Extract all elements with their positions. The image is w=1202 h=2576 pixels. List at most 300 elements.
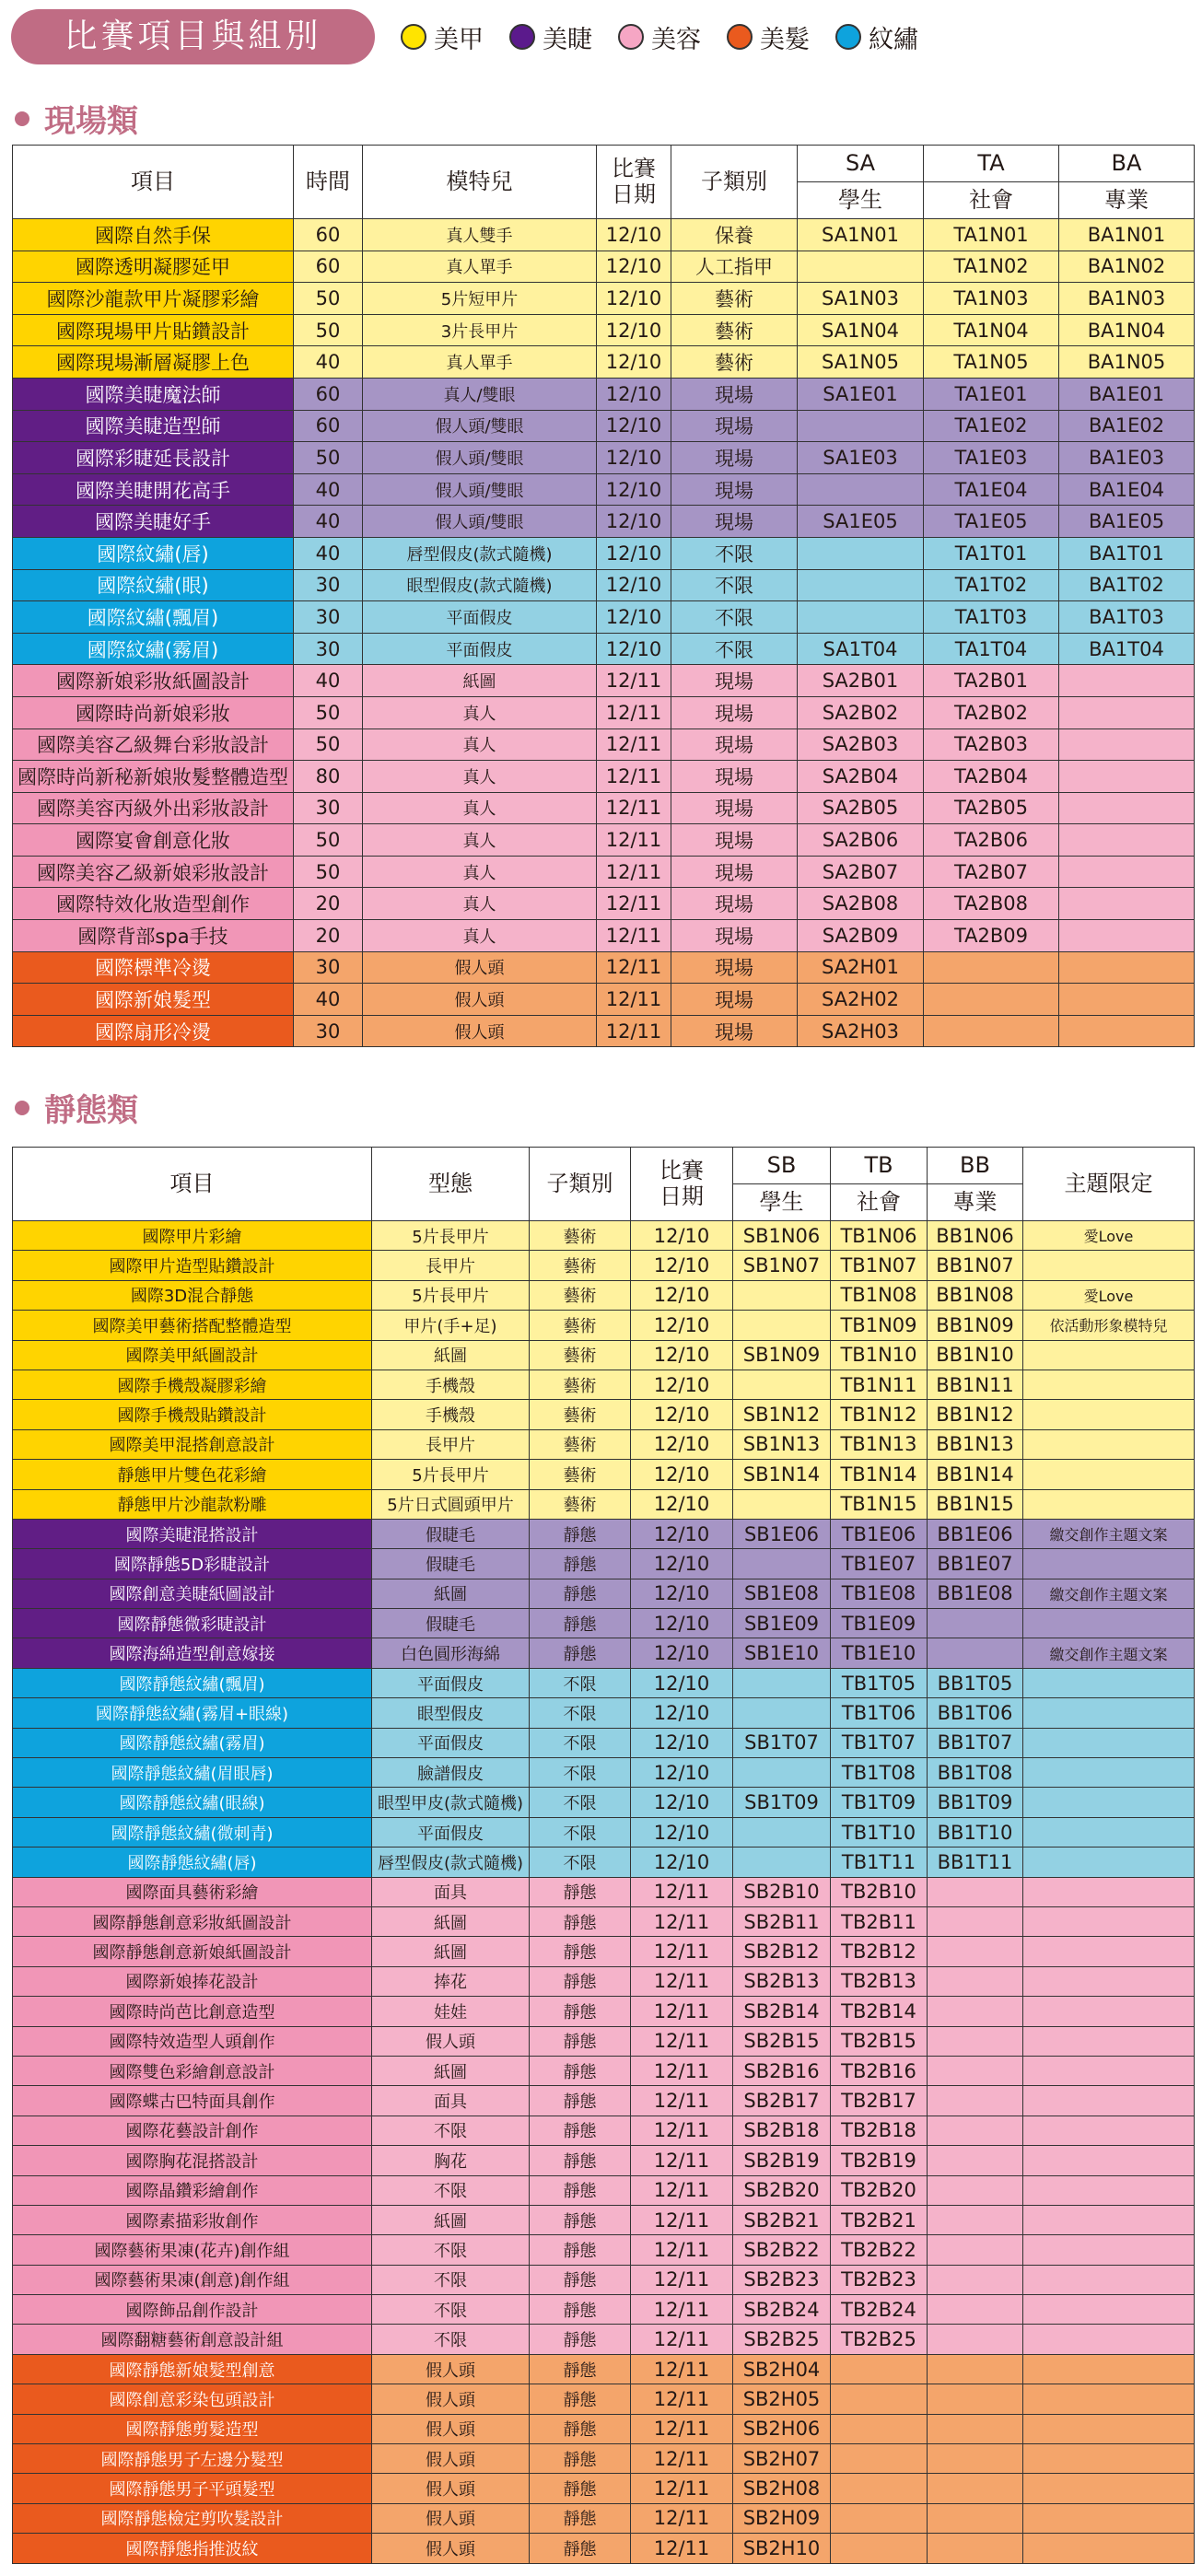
cell-date: 12/11: [631, 1877, 733, 1906]
cell-item: 國際現場漸層凝膠上色: [13, 346, 294, 379]
cell-date: 12/11: [631, 2354, 733, 2384]
cell-subcategory: 靜態: [530, 1519, 631, 1548]
cell-item: 國際紋繡(飄眉): [13, 601, 294, 634]
cell-theme: 依活動形象模特兒: [1023, 1311, 1195, 1340]
cell-date: 12/11: [597, 1015, 671, 1047]
cell-type: 平面假皮: [372, 1817, 530, 1847]
cell-student-code: SB1N09: [733, 1340, 831, 1370]
cell-date: 12/11: [631, 2534, 733, 2563]
cell-student-code: [733, 1549, 831, 1579]
cell-type: 假人頭: [372, 2026, 530, 2056]
cell-item: 國際美睫魔法師: [13, 378, 294, 410]
cell-type: 5片日式圓頭甲片: [372, 1489, 530, 1519]
cell-time: 60: [294, 219, 363, 251]
cell-subcategory: 靜態: [530, 1997, 631, 2026]
table-row: [13, 537, 1195, 569]
cell-student-code: SB1T09: [733, 1788, 831, 1817]
cell-public-code: TB2B14: [831, 1997, 928, 2026]
cell-subcategory: 現場: [671, 506, 798, 538]
cell-date: 12/11: [631, 2026, 733, 2056]
cell-item: 國際靜態紋繡(霧眉+眼線): [13, 1698, 372, 1728]
legend-label: 美睫: [543, 25, 592, 54]
cell-item: 國際背部spa手技: [13, 920, 294, 952]
table-row: [13, 506, 1195, 538]
cell-item: 國際靜態剪髮造型: [13, 2414, 372, 2443]
cell-subcategory: 不限: [530, 1788, 631, 1817]
cell-professional-code: [1059, 856, 1195, 888]
cell-type: 捧花: [372, 1966, 530, 1996]
table-row: [13, 314, 1195, 346]
table-row: [13, 2474, 1195, 2503]
table-row: [13, 920, 1195, 952]
cell-date: 12/11: [631, 1966, 733, 1996]
col-header-item: 項目: [13, 146, 294, 219]
cell-date: 12/11: [597, 856, 671, 888]
cell-item: 國際美睫開花高手: [13, 473, 294, 506]
cell-time: 40: [294, 537, 363, 569]
cell-subcategory: 靜態: [530, 2474, 631, 2503]
cell-model: 5片短甲片: [363, 283, 597, 315]
col-header-ba: BA: [1059, 146, 1195, 182]
cell-public-code: TB1E09: [831, 1609, 928, 1638]
cell-public-code: TA2B08: [924, 888, 1059, 920]
cell-subcategory: 不限: [671, 537, 798, 569]
cell-time: 30: [294, 1015, 363, 1047]
cell-date: 12/10: [631, 1788, 733, 1817]
cell-item: 國際靜態指推波紋: [13, 2534, 372, 2563]
cell-subcategory: 藝術: [530, 1251, 631, 1280]
cell-public-code: [924, 951, 1059, 984]
cell-subcategory: 不限: [530, 1817, 631, 1847]
cell-student-code: SB2H05: [733, 2384, 831, 2414]
cell-student-code: [733, 1758, 831, 1788]
cell-theme: [1023, 1906, 1195, 1936]
table-row: [13, 1015, 1195, 1047]
cell-theme: [1023, 1489, 1195, 1519]
cell-model: 真人/雙眼: [363, 378, 597, 410]
bullet-icon: [15, 1101, 29, 1115]
cell-type: 假人頭: [372, 2414, 530, 2443]
cell-time: 40: [294, 506, 363, 538]
cell-theme: [1023, 1788, 1195, 1817]
cell-model: 真人: [363, 856, 597, 888]
cell-public-code: TA1N05: [924, 346, 1059, 379]
table-row: [13, 2354, 1195, 2384]
cell-subcategory: 靜態: [530, 1609, 631, 1638]
cell-time: 50: [294, 856, 363, 888]
cell-date: 12/11: [631, 1906, 733, 1936]
cell-professional-code: [928, 2146, 1023, 2175]
cell-theme: [1023, 2056, 1195, 2085]
col-header-public: 社會: [831, 1184, 928, 1221]
cell-subcategory: 靜態: [530, 1638, 631, 1668]
cell-theme: [1023, 2474, 1195, 2503]
cell-item: 國際素描彩妝創作: [13, 2205, 372, 2234]
cell-professional-code: [1059, 696, 1195, 729]
cell-subcategory: 靜態: [530, 2146, 631, 2175]
cell-professional-code: BB1N13: [928, 1429, 1023, 1459]
col-header-ta: TA: [924, 146, 1059, 182]
cell-item: 國際靜態微彩睫設計: [13, 1609, 372, 1638]
cell-professional-code: [1059, 792, 1195, 824]
cell-item: 國際靜態男子左邊分髮型: [13, 2444, 372, 2474]
table-row: [13, 2503, 1195, 2533]
cell-item: 國際手機殼貼鑽設計: [13, 1400, 372, 1429]
cell-item: 國際藝術果凍(花卉)創作組: [13, 2235, 372, 2265]
cell-public-code: TA2B03: [924, 729, 1059, 761]
cell-student-code: SB1E10: [733, 1638, 831, 1668]
table-row: [13, 2295, 1195, 2325]
cell-professional-code: [928, 1609, 1023, 1638]
cell-student-code: SB2B23: [733, 2265, 831, 2294]
cell-professional-code: BB1T08: [928, 1758, 1023, 1788]
table-row: [13, 1906, 1195, 1936]
cell-public-code: TB1T08: [831, 1758, 928, 1788]
cell-student-code: [733, 1311, 831, 1340]
cell-subcategory: 現場: [671, 473, 798, 506]
table-row: [13, 283, 1195, 315]
cell-public-code: TA1E01: [924, 378, 1059, 410]
cell-professional-code: BA1E01: [1059, 378, 1195, 410]
cell-subcategory: 現場: [671, 761, 798, 793]
cell-professional-code: BB1T06: [928, 1698, 1023, 1728]
cell-date: 12/10: [597, 314, 671, 346]
cell-professional-code: [928, 2295, 1023, 2325]
cell-theme: [1023, 1817, 1195, 1847]
cell-date: 12/10: [631, 1638, 733, 1668]
cell-item: 國際紋繡(眼): [13, 569, 294, 601]
cell-public-code: TB1N07: [831, 1251, 928, 1280]
cell-type: 紙圖: [372, 1906, 530, 1936]
cell-type: 眼型甲皮(款式隨機): [372, 1788, 530, 1817]
table-row: [13, 1788, 1195, 1817]
table-row: [13, 1758, 1195, 1788]
table-row: [13, 1221, 1195, 1251]
cell-date: 12/10: [597, 410, 671, 442]
cell-subcategory: 靜態: [530, 2026, 631, 2056]
cell-professional-code: [1059, 729, 1195, 761]
cell-student-code: SB1N07: [733, 1251, 831, 1280]
legend-dot-icon: [618, 24, 644, 50]
cell-date: 12/10: [597, 219, 671, 251]
cell-theme: [1023, 1698, 1195, 1728]
onsite-table: [12, 145, 1195, 1047]
cell-type: 手機殼: [372, 1370, 530, 1399]
cell-theme: [1023, 1609, 1195, 1638]
cell-public-code: TB2B17: [831, 2086, 928, 2116]
cell-item: 國際特效化妝造型創作: [13, 888, 294, 920]
cell-item: 國際靜態紋繡(眉眼唇): [13, 1758, 372, 1788]
cell-model: 唇型假皮(款式隨機): [363, 537, 597, 569]
col-header-student: 學生: [733, 1184, 831, 1221]
cell-professional-code: BB1N11: [928, 1370, 1023, 1399]
cell-subcategory: 靜態: [530, 2354, 631, 2384]
cell-subcategory: 現場: [671, 696, 798, 729]
table-row: [13, 696, 1195, 729]
cell-student-code: SB2H09: [733, 2503, 831, 2533]
cell-item: 國際靜態紋繡(眼線): [13, 1788, 372, 1817]
cell-student-code: SB1N14: [733, 1460, 831, 1489]
cell-public-code: [831, 2534, 928, 2563]
cell-subcategory: 現場: [671, 442, 798, 474]
table-row: [13, 2534, 1195, 2563]
cell-subcategory: 靜態: [530, 2295, 631, 2325]
cell-public-code: TB1N06: [831, 1221, 928, 1251]
cell-model: 真人單手: [363, 251, 597, 283]
legend-label: 紋繡: [869, 25, 918, 54]
cell-subcategory: 現場: [671, 410, 798, 442]
cell-public-code: TB2B15: [831, 2026, 928, 2056]
cell-theme: [1023, 1400, 1195, 1429]
cell-student-code: [798, 410, 924, 442]
cell-date: 12/10: [597, 569, 671, 601]
cell-public-code: TA1T03: [924, 601, 1059, 634]
cell-date: 12/11: [631, 2205, 733, 2234]
cell-item: 國際透明凝膠延甲: [13, 251, 294, 283]
table-row: [13, 1728, 1195, 1757]
cell-date: 12/10: [631, 1429, 733, 1459]
cell-professional-code: BA1N01: [1059, 219, 1195, 251]
cell-student-code: SB2H08: [733, 2474, 831, 2503]
cell-date: 12/10: [597, 537, 671, 569]
cell-theme: [1023, 2503, 1195, 2533]
cell-item: 國際新娘髮型: [13, 984, 294, 1016]
cell-subcategory: 不限: [671, 633, 798, 665]
cell-subcategory: 靜態: [530, 2116, 631, 2145]
cell-professional-code: [928, 1966, 1023, 1996]
table-row: [13, 2265, 1195, 2294]
cell-time: 60: [294, 378, 363, 410]
table-row: [13, 1311, 1195, 1340]
cell-date: 12/10: [631, 1728, 733, 1757]
cell-time: 30: [294, 569, 363, 601]
table-row: [13, 1251, 1195, 1280]
cell-professional-code: BA1E03: [1059, 442, 1195, 474]
cell-type: 假睫毛: [372, 1549, 530, 1579]
cell-type: 面具: [372, 2086, 530, 2116]
cell-item: 國際沙龍款甲片凝膠彩繪: [13, 283, 294, 315]
cell-public-code: TA2B06: [924, 824, 1059, 857]
cell-student-code: SA2H02: [798, 984, 924, 1016]
cell-type: 不限: [372, 2325, 530, 2354]
cell-date: 12/11: [597, 951, 671, 984]
cell-professional-code: [928, 1906, 1023, 1936]
cell-item: 國際靜態5D彩睫設計: [13, 1549, 372, 1579]
cell-model: 假人頭: [363, 951, 597, 984]
cell-professional-code: BA1N02: [1059, 251, 1195, 283]
legend-item-nail: [401, 19, 484, 55]
cell-professional-code: BB1N09: [928, 1311, 1023, 1340]
cell-public-code: TB2B13: [831, 1966, 928, 1996]
cell-subcategory: 靜態: [530, 2175, 631, 2205]
cell-subcategory: 靜態: [530, 2444, 631, 2474]
cell-professional-code: [1059, 1015, 1195, 1047]
cell-public-code: TB2B11: [831, 1906, 928, 1936]
cell-date: 12/10: [631, 1311, 733, 1340]
cell-subcategory: 藝術: [530, 1400, 631, 1429]
cell-date: 12/10: [631, 1609, 733, 1638]
cell-item: 國際美甲混搭創意設計: [13, 1429, 372, 1459]
cell-time: 50: [294, 729, 363, 761]
cell-student-code: SB2B17: [733, 2086, 831, 2116]
cell-student-code: SB2B14: [733, 1997, 831, 2026]
cell-date: 12/10: [597, 442, 671, 474]
cell-student-code: [798, 601, 924, 634]
cell-subcategory: 不限: [530, 1758, 631, 1788]
cell-professional-code: [928, 1877, 1023, 1906]
table-row: [13, 1877, 1195, 1906]
col-header-professional: 專業: [928, 1184, 1023, 1221]
cell-time: 20: [294, 920, 363, 952]
table-row: [13, 251, 1195, 283]
cell-model: 假人頭: [363, 984, 597, 1016]
cell-item: 國際飾品創作設計: [13, 2295, 372, 2325]
cell-item: 國際宴會創意化妝: [13, 824, 294, 857]
cell-professional-code: [928, 2354, 1023, 2384]
cell-theme: [1023, 2295, 1195, 2325]
cell-public-code: TB2B12: [831, 1937, 928, 1966]
cell-theme: [1023, 2205, 1195, 2234]
cell-subcategory: 靜態: [530, 2414, 631, 2443]
table-row: [13, 378, 1195, 410]
table-row: [13, 2116, 1195, 2145]
legend-item-hair: [727, 19, 810, 55]
cell-item: 國際美甲紙圖設計: [13, 1340, 372, 1370]
col-header-theme: 主題限定: [1023, 1148, 1195, 1221]
table-row: [13, 473, 1195, 506]
cell-date: 12/11: [631, 2325, 733, 2354]
cell-public-code: TB2B23: [831, 2265, 928, 2294]
cell-student-code: SB2B15: [733, 2026, 831, 2056]
cell-date: 12/10: [597, 346, 671, 379]
cell-model: 真人單手: [363, 346, 597, 379]
cell-item: 國際靜態男子平頭髮型: [13, 2474, 372, 2503]
col-header-sb: SB: [733, 1148, 831, 1184]
cell-type: 手機殼: [372, 1400, 530, 1429]
cell-model: 平面假皮: [363, 601, 597, 634]
cell-model: 真人雙手: [363, 219, 597, 251]
cell-professional-code: [928, 2235, 1023, 2265]
cell-public-code: TB1N10: [831, 1340, 928, 1370]
cell-professional-code: BA1T03: [1059, 601, 1195, 634]
cell-subcategory: 靜態: [530, 1549, 631, 1579]
cell-student-code: [733, 1668, 831, 1697]
cell-theme: [1023, 1549, 1195, 1579]
cell-public-code: TB2B24: [831, 2295, 928, 2325]
cell-type: 假睫毛: [372, 1519, 530, 1548]
cell-date: 12/10: [597, 378, 671, 410]
col-header-student: 學生: [798, 182, 924, 219]
cell-professional-code: BB1T07: [928, 1728, 1023, 1757]
cell-public-code: TB1E08: [831, 1579, 928, 1608]
cell-student-code: SB2B21: [733, 2205, 831, 2234]
col-header-tb: TB: [831, 1148, 928, 1184]
cell-student-code: SB1N12: [733, 1400, 831, 1429]
cell-item: 國際花藝設計創作: [13, 2116, 372, 2145]
cell-type: 假人頭: [372, 2534, 530, 2563]
cell-item: 國際藝術果凍(創意)創作組: [13, 2265, 372, 2294]
cell-public-code: TB1T11: [831, 1847, 928, 1877]
cell-item: 國際甲片彩繪: [13, 1221, 372, 1251]
cell-student-code: SB1N13: [733, 1429, 831, 1459]
cell-type: 5片長甲片: [372, 1221, 530, 1251]
static-table: [12, 1147, 1195, 2564]
cell-subcategory: 靜態: [530, 1906, 631, 1936]
cell-student-code: SB2B11: [733, 1906, 831, 1936]
cell-student-code: SA2B03: [798, 729, 924, 761]
cell-public-code: [831, 2354, 928, 2384]
cell-professional-code: [928, 2056, 1023, 2085]
cell-subcategory: 靜態: [530, 2265, 631, 2294]
cell-time: 60: [294, 251, 363, 283]
cell-public-code: TB1E06: [831, 1519, 928, 1548]
table-row: [13, 633, 1195, 665]
cell-professional-code: BA1E02: [1059, 410, 1195, 442]
table-row: [13, 2146, 1195, 2175]
cell-item: 國際海綿造型創意嫁接: [13, 1638, 372, 1668]
table-row: [13, 1549, 1195, 1579]
cell-public-code: TB2B18: [831, 2116, 928, 2145]
cell-model: 真人: [363, 729, 597, 761]
cell-public-code: [924, 984, 1059, 1016]
cell-item: 國際靜態創意新娘紙圖設計: [13, 1937, 372, 1966]
table-row: [13, 1638, 1195, 1668]
table-row: [13, 2235, 1195, 2265]
cell-professional-code: BB1T09: [928, 1788, 1023, 1817]
cell-theme: 愛Love: [1023, 1280, 1195, 1310]
cell-date: 12/10: [631, 1698, 733, 1728]
cell-date: 12/10: [597, 283, 671, 315]
cell-public-code: TB1N08: [831, 1280, 928, 1310]
cell-public-code: TB1T05: [831, 1668, 928, 1697]
cell-public-code: TA1N04: [924, 314, 1059, 346]
cell-item: 國際甲片造型貼鑽設計: [13, 1251, 372, 1280]
cell-theme: [1023, 1937, 1195, 1966]
cell-theme: [1023, 2026, 1195, 2056]
table-row: [13, 1817, 1195, 1847]
cell-subcategory: 現場: [671, 856, 798, 888]
cell-professional-code: BB1N15: [928, 1489, 1023, 1519]
table-row: [13, 2205, 1195, 2234]
cell-student-code: [798, 569, 924, 601]
cell-date: 12/11: [631, 2235, 733, 2265]
table-row: [13, 1340, 1195, 1370]
cell-public-code: TB2B25: [831, 2325, 928, 2354]
cell-subcategory: 靜態: [530, 2056, 631, 2085]
cell-type: 不限: [372, 2265, 530, 2294]
cell-professional-code: BB1T05: [928, 1668, 1023, 1697]
cell-item: 國際彩睫延長設計: [13, 442, 294, 474]
cell-time: 60: [294, 410, 363, 442]
cell-professional-code: BB1T10: [928, 1817, 1023, 1847]
cell-time: 30: [294, 951, 363, 984]
table-row: [13, 1997, 1195, 2026]
cell-professional-code: BA1E05: [1059, 506, 1195, 538]
cell-item: 國際創意美睫紙圖設計: [13, 1579, 372, 1608]
cell-professional-code: [1059, 920, 1195, 952]
cell-theme: [1023, 2116, 1195, 2145]
cell-student-code: SA2B04: [798, 761, 924, 793]
cell-professional-code: [928, 2444, 1023, 2474]
table-row: [13, 792, 1195, 824]
cell-public-code: [831, 2384, 928, 2414]
cell-student-code: SB1E09: [733, 1609, 831, 1638]
cell-date: 12/11: [631, 2474, 733, 2503]
cell-item: 國際新娘捧花設計: [13, 1966, 372, 1996]
cell-date: 12/10: [631, 1549, 733, 1579]
cell-date: 12/10: [597, 473, 671, 506]
cell-student-code: SB2B22: [733, 2235, 831, 2265]
